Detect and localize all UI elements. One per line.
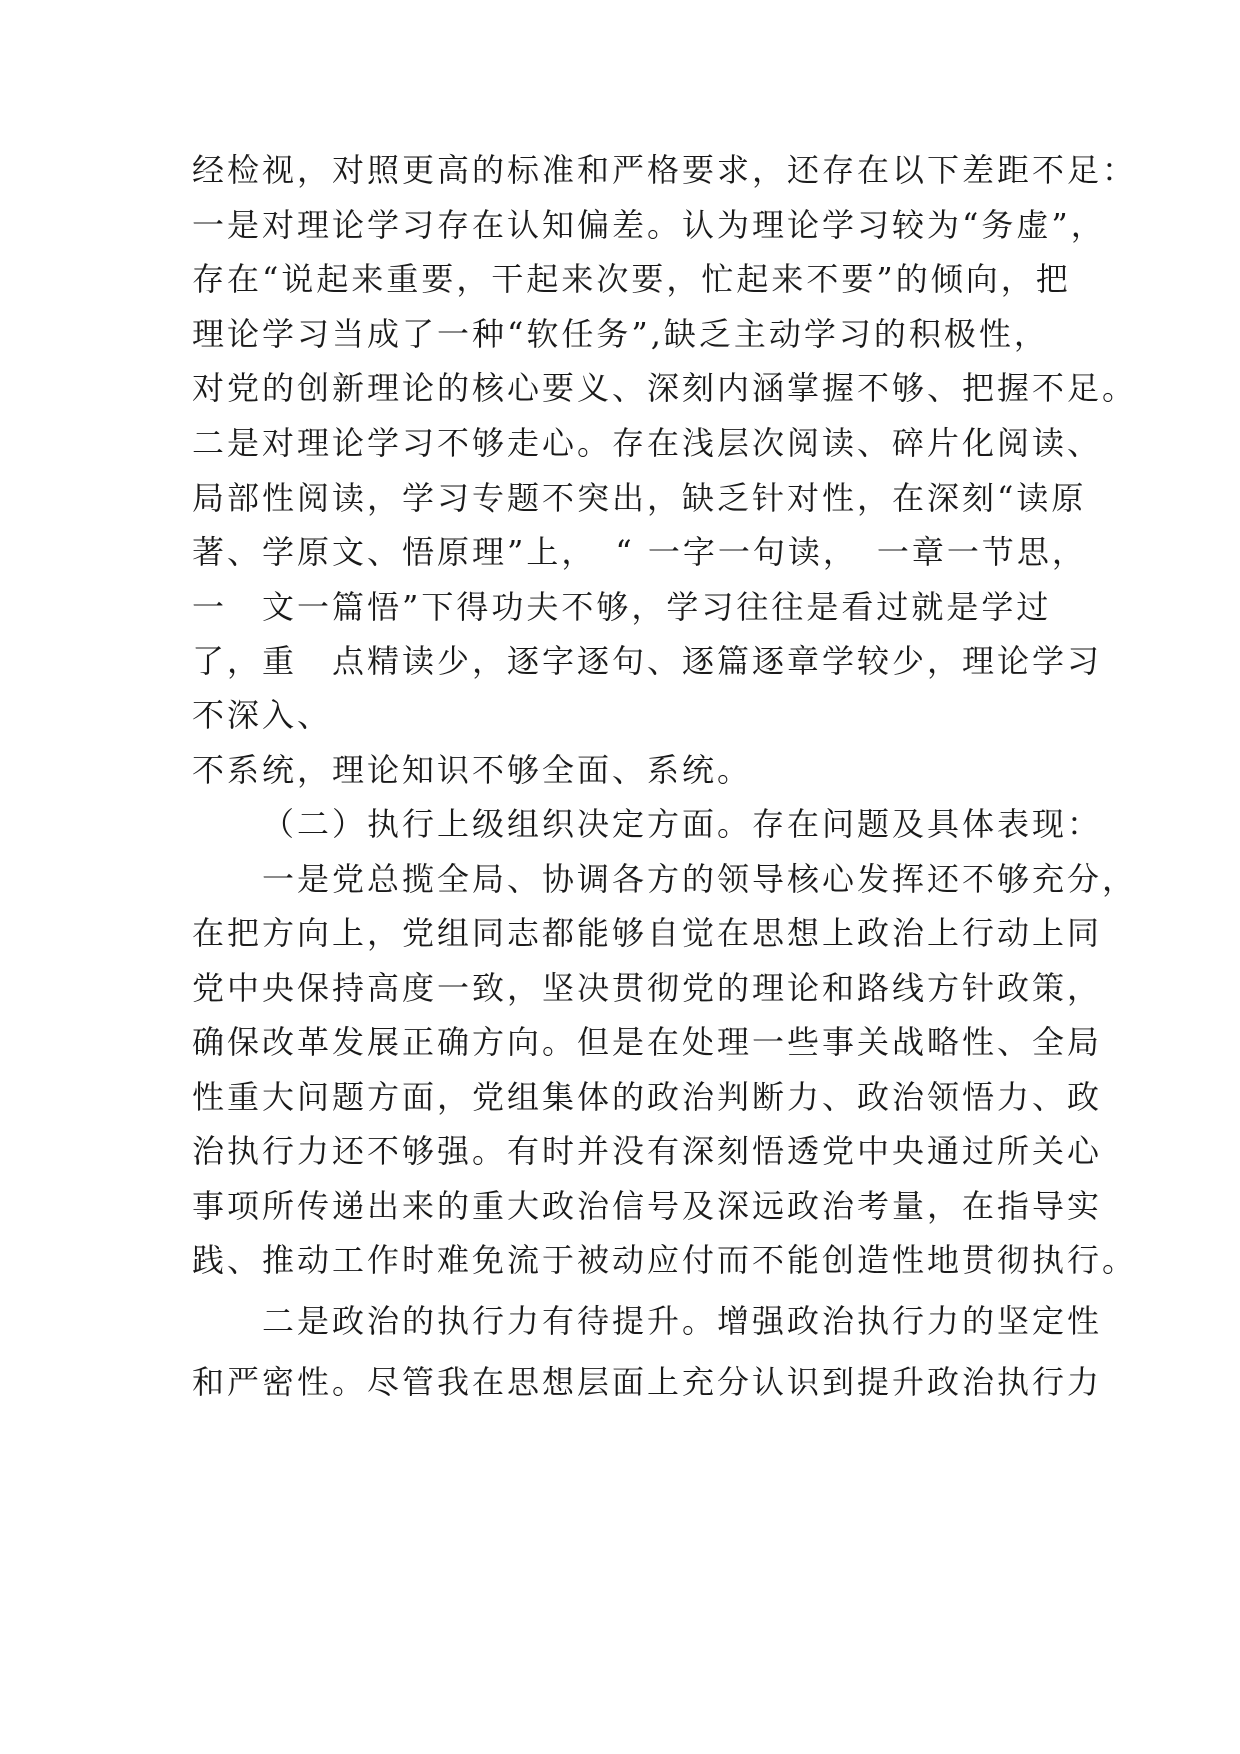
text-line: 事项所传递出来的重大政治信号及深远政治考量，在指导实 [192, 1187, 1103, 1225]
text-line: 一是党总揽全局、协调各方的领导核心发挥还不够充分， [262, 860, 1138, 898]
text-line: 性重大问题方面，党组集体的政治判断力、政治领悟力、政 [192, 1078, 1103, 1116]
text-line: 一 文一篇悟”下得功夫不够，学习往往是看过就是学过 [192, 588, 1052, 626]
text-line: 一是对理论学习存在认知偏差。认为理论学习较为“务虚”， [192, 206, 1106, 244]
text-line: 不系统，理论知识不够全面、系统。 [192, 751, 753, 789]
text-line: 了，重 点精读少，逐字逐句、逐篇逐章学较少，理论学习 [192, 642, 1103, 680]
text-line: 局部性阅读，学习专题不突出，缺乏针对性，在深刻“读原 [192, 479, 1087, 517]
text-line: 二是政治的执行力有待提升。增强政治执行力的坚定性 [262, 1302, 1103, 1340]
text-line: 确保改革发展正确方向。但是在处理一些事关战略性、全局 [192, 1023, 1103, 1061]
text-line: 和严密性。尽管我在思想层面上充分认识到提升政治执行力 [192, 1363, 1103, 1401]
text-line: 著、学原文、悟原理”上， “ 一字一句读， 一章一节思， [192, 533, 1087, 571]
text-line: 二是对理论学习不够走心。存在浅层次阅读、碎片化阅读、 [192, 424, 1103, 462]
text-line: 党中央保持高度一致，坚决贯彻党的理论和路线方针政策， [192, 969, 1103, 1007]
section-heading: （二）执行上级组织决定方面。存在问题及具体表现： [262, 805, 1103, 843]
text-line: 经检视，对照更高的标准和严格要求，还存在以下差距不足： [192, 151, 1138, 189]
text-line: 理论学习当成了一种“软任务”,缺乏主动学习的积极性， [192, 315, 1049, 353]
text-line: 不深入、 [192, 696, 333, 734]
text-line: 存在“说起来重要，干起来次要，忙起来不要”的倾向，把 [192, 260, 1071, 298]
text-line: 践、推动工作时难免流于被动应付而不能创造性地贯彻执行。 [192, 1241, 1138, 1279]
text-line: 对党的创新理论的核心要义、深刻内涵掌握不够、把握不足。 [192, 369, 1138, 407]
text-line: 治执行力还不够强。有时并没有深刻悟透党中央通过所关心 [192, 1132, 1103, 1170]
text-line: 在把方向上，党组同志都能够自觉在思想上政治上行动上同 [192, 914, 1103, 952]
